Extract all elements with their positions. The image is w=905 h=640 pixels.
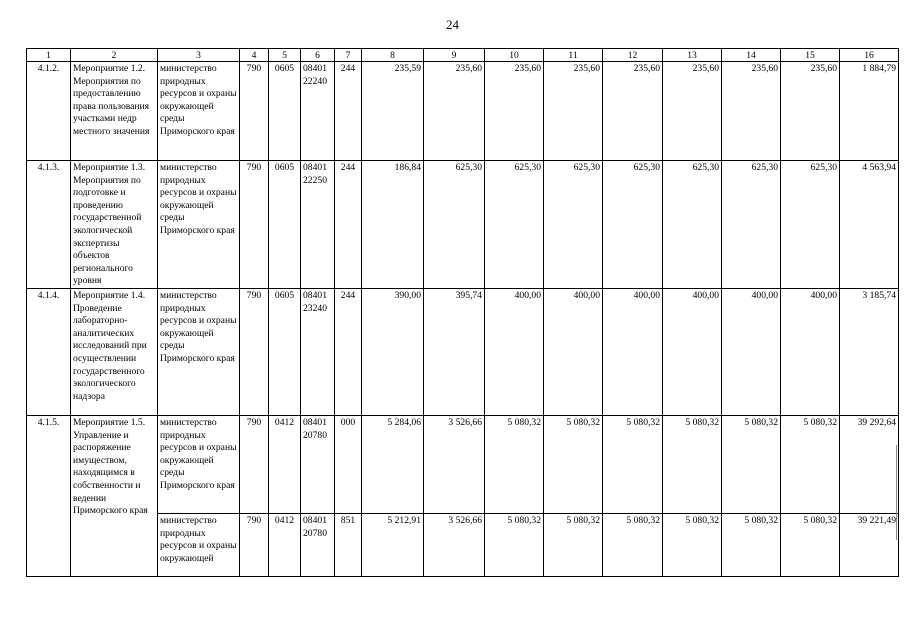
value-col9: 3 526,66 (424, 513, 485, 576)
header-cell: 14 (722, 49, 781, 62)
vr-code: 244 (335, 161, 362, 289)
value-col15: 400,00 (781, 288, 840, 415)
vr-code: 244 (335, 288, 362, 415)
value-col11: 5 080,32 (544, 513, 603, 576)
executor: министерство природных ресурсов и охраны окружающей среды Приморского края (158, 288, 240, 415)
header-cell: 6 (301, 49, 335, 62)
value-col13: 5 080,32 (663, 513, 722, 576)
value-col11: 400,00 (544, 288, 603, 415)
grbs-code: 790 (240, 513, 269, 576)
table-row (27, 513, 899, 576)
csr-code: 08401 23240 (301, 288, 335, 415)
value-col14: 235,60 (722, 62, 781, 161)
header-cell: 10 (485, 49, 544, 62)
header-cell: 9 (424, 49, 485, 62)
measure-name: Мероприятие 1.5. Управление и распоряжение имуществом, находящимся в собственности и ведении Приморского края (71, 415, 158, 576)
value-total: 39 292,64 (840, 415, 899, 513)
value-col10: 625,30 (485, 161, 544, 289)
header-cell: 8 (362, 49, 424, 62)
value-total: 4 563,94 (840, 161, 899, 289)
value-col9: 3 526,66 (424, 415, 485, 513)
header-row (27, 49, 899, 62)
value-col13: 400,00 (663, 288, 722, 415)
grbs-code: 790 (240, 415, 269, 513)
value-col13: 625,30 (663, 161, 722, 289)
value-total: 1 884,79 (840, 62, 899, 161)
value-col12: 5 080,32 (603, 415, 663, 513)
header-cell: 11 (544, 49, 603, 62)
vr-code: 000 (335, 415, 362, 513)
budget-table (26, 48, 899, 577)
table-row (27, 161, 899, 289)
row-number: 4.1.4. (27, 288, 71, 415)
executor: министерство природных ресурсов и охраны окружающей среды Приморского края (158, 62, 240, 161)
header-cell: 3 (158, 49, 240, 62)
rzpr-code: 0412 (269, 415, 301, 513)
rzpr-code: 0605 (269, 161, 301, 289)
value-col8: 390,00 (362, 288, 424, 415)
value-col13: 5 080,32 (663, 415, 722, 513)
table-row (27, 288, 899, 415)
value-col10: 400,00 (485, 288, 544, 415)
csr-code: 08401 22240 (301, 62, 335, 161)
row-number: 4.1.3. (27, 161, 71, 289)
header-cell: 1 (27, 49, 71, 62)
header-cell: 4 (240, 49, 269, 62)
value-col12: 625,30 (603, 161, 663, 289)
csr-code: 08401 20780 (301, 415, 335, 513)
value-col15: 625,30 (781, 161, 840, 289)
vr-code: 851 (335, 513, 362, 576)
rzpr-code: 0605 (269, 288, 301, 415)
value-col10: 235,60 (485, 62, 544, 161)
value-col11: 625,30 (544, 161, 603, 289)
value-col15: 235,60 (781, 62, 840, 161)
row-number: 4.1.2. (27, 62, 71, 161)
value-col9: 235,60 (424, 62, 485, 161)
executor: министерство природных ресурсов и охраны окружающей (158, 513, 240, 576)
page-number: 24 (446, 17, 459, 32)
measure-name: Мероприятие 1.2. Мероприятия по предоставлению права пользования участками недр местного значения (71, 62, 158, 161)
value-total: 3 185,74 (840, 288, 899, 415)
scan-edge-mark (896, 445, 897, 540)
value-col9: 395,74 (424, 288, 485, 415)
measure-name: Мероприятие 1.3. Мероприятия по подготовке и проведению государственной экологической экспертизы объектов регионального уровня (71, 161, 158, 289)
value-col15: 5 080,32 (781, 513, 840, 576)
value-col10: 5 080,32 (485, 513, 544, 576)
executor: министерство природных ресурсов и охраны окружающей среды Приморского края (158, 161, 240, 289)
value-col9: 625,30 (424, 161, 485, 289)
rzpr-code: 0605 (269, 62, 301, 161)
value-col13: 235,60 (663, 62, 722, 161)
table-row (27, 415, 899, 513)
value-col8: 5 212,91 (362, 513, 424, 576)
header-cell: 13 (663, 49, 722, 62)
rzpr-code: 0412 (269, 513, 301, 576)
value-col15: 5 080,32 (781, 415, 840, 513)
value-col12: 400,00 (603, 288, 663, 415)
grbs-code: 790 (240, 288, 269, 415)
header-cell: 5 (269, 49, 301, 62)
value-col14: 5 080,32 (722, 415, 781, 513)
value-col12: 235,60 (603, 62, 663, 161)
vr-code: 244 (335, 62, 362, 161)
csr-code: 08401 22250 (301, 161, 335, 289)
value-col10: 5 080,32 (485, 415, 544, 513)
value-col14: 5 080,32 (722, 513, 781, 576)
value-col8: 5 284,06 (362, 415, 424, 513)
value-col12: 5 080,32 (603, 513, 663, 576)
grbs-code: 790 (240, 62, 269, 161)
csr-code: 08401 20780 (301, 513, 335, 576)
value-total: 39 221,49 (840, 513, 899, 576)
value-col11: 5 080,32 (544, 415, 603, 513)
value-col14: 400,00 (722, 288, 781, 415)
measure-name: Мероприятие 1.4. Проведение лабораторно-аналитических исследований при осуществлении государственного экологического надзора (71, 288, 158, 415)
executor: министерство природных ресурсов и охраны окружающей среды Приморского края (158, 415, 240, 513)
table-row (27, 62, 899, 161)
header-cell: 16 (840, 49, 899, 62)
header-cell: 2 (71, 49, 158, 62)
header-cell: 12 (603, 49, 663, 62)
value-col11: 235,60 (544, 62, 603, 161)
row-number: 4.1.5. (27, 415, 71, 576)
value-col8: 235,59 (362, 62, 424, 161)
value-col14: 625,30 (722, 161, 781, 289)
value-col8: 186,84 (362, 161, 424, 289)
header-cell: 7 (335, 49, 362, 62)
grbs-code: 790 (240, 161, 269, 289)
header-cell: 15 (781, 49, 840, 62)
